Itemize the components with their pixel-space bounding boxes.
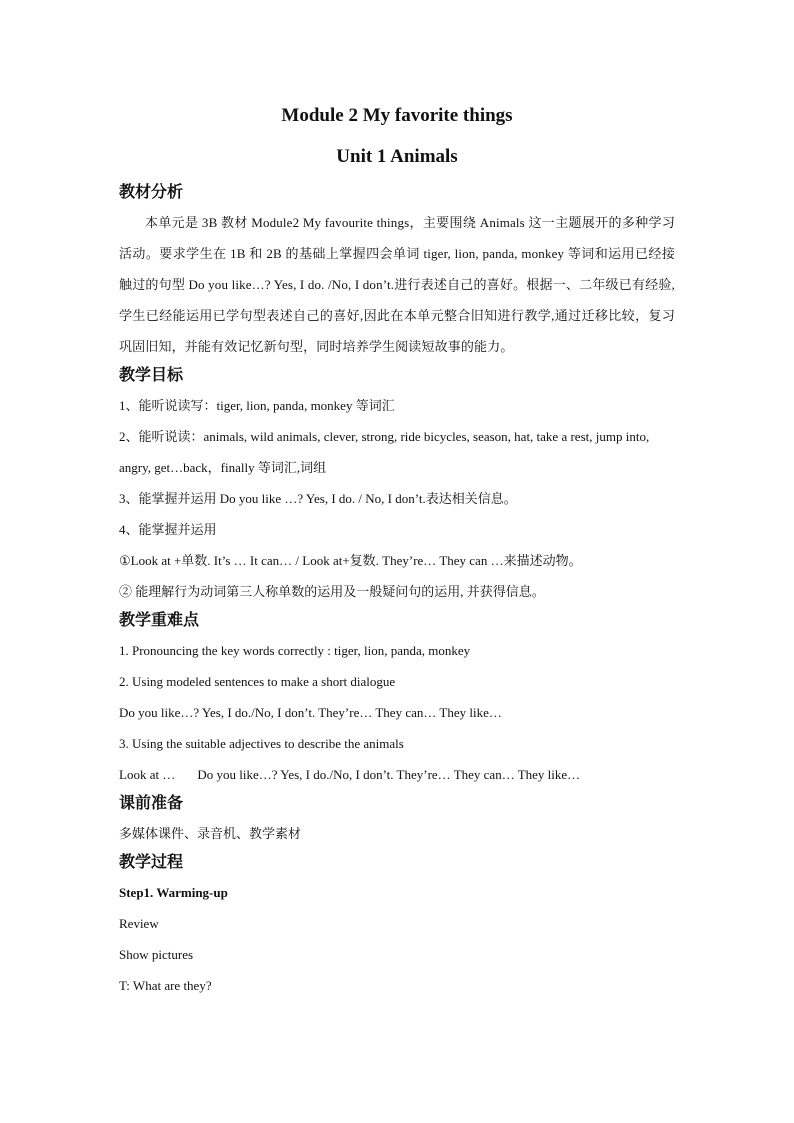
key-points-heading: 教学重难点 — [119, 612, 200, 629]
objective-item: 1、能听说读写：tiger, lion, panda, monkey 等词汇 — [119, 398, 395, 413]
key-point-item: 3. Using the suitable adjectives to describe the animals — [119, 736, 404, 751]
key-point-item: 1. Pronouncing the key words correctly : tiger, lion, panda, monkey — [119, 643, 471, 658]
objective-item: 4、能掌握并运用 — [119, 522, 217, 537]
process-line: Show pictures — [119, 947, 194, 962]
objective-item: 2、能听说读：animals, wild animals, clever, strong, ride bicycles, season, hat, take a rest, jump into, angry, get…back，finally 等词汇,词组 — [119, 429, 650, 475]
objective-item: ② 能理解行为动词第三人称单数的运用及一般疑问句的运用, 并获得信息。 — [119, 584, 545, 599]
preparation-heading: 课前准备 — [119, 795, 184, 812]
objective-item: 3、能掌握并运用 Do you like …? Yes, I do. / No, I don’t.表达相关信息。 — [119, 491, 517, 506]
process-line: T: What are they? — [119, 978, 212, 993]
objectives-heading: 教学目标 — [119, 367, 184, 384]
key-point-look-at: Look at … — [119, 767, 176, 782]
key-point-item-last — [119, 759, 675, 790]
process-line: Review — [119, 916, 159, 931]
document-subtitle: Unit 1 Animals — [336, 146, 458, 167]
key-point-item: Do you like…? Yes, I do./No, I don’t. They’re… They can… They like… — [119, 705, 502, 720]
document-page — [119, 100, 675, 1001]
process-step-title: Step1. Warming-up — [119, 885, 228, 900]
analysis-paragraph: 本单元是 3B 教材 Module2 My favourite things，主要围绕 Animals 这一主题展开的多种学习活动。要求学生在 1B 和 2B 的基础上掌握四会单词 tiger, lion, panda, monkey 等词和运用已经接触过的句型 Do you like…? Yes, I do. /No, I don’t.进行表述自己的喜好。根据一、二年级已有经验,学生已经能运用已学句型表述自己的喜好,因此在本单元整合旧知进行教学,通过迁移比较，复习巩固旧知，并能有效记忆新句型，同时培养学生阅读短故事的能力。 — [119, 215, 675, 354]
key-point-do-you-like: Do you like…? Yes, I do./No, I don’t. They’re… They can… They like… — [197, 767, 581, 782]
objective-item: ①Look at +单数. It’s … It can… / Look at+复数. They’re… They can …来描述动物。 — [119, 553, 582, 568]
process-heading: 教学过程 — [119, 854, 184, 871]
key-point-item: 2. Using modeled sentences to make a short dialogue — [119, 674, 396, 689]
document-title: Module 2 My favorite things — [281, 105, 513, 126]
analysis-heading: 教材分析 — [119, 184, 184, 201]
preparation-text: 多媒体课件、录音机、教学素材 — [119, 826, 302, 841]
